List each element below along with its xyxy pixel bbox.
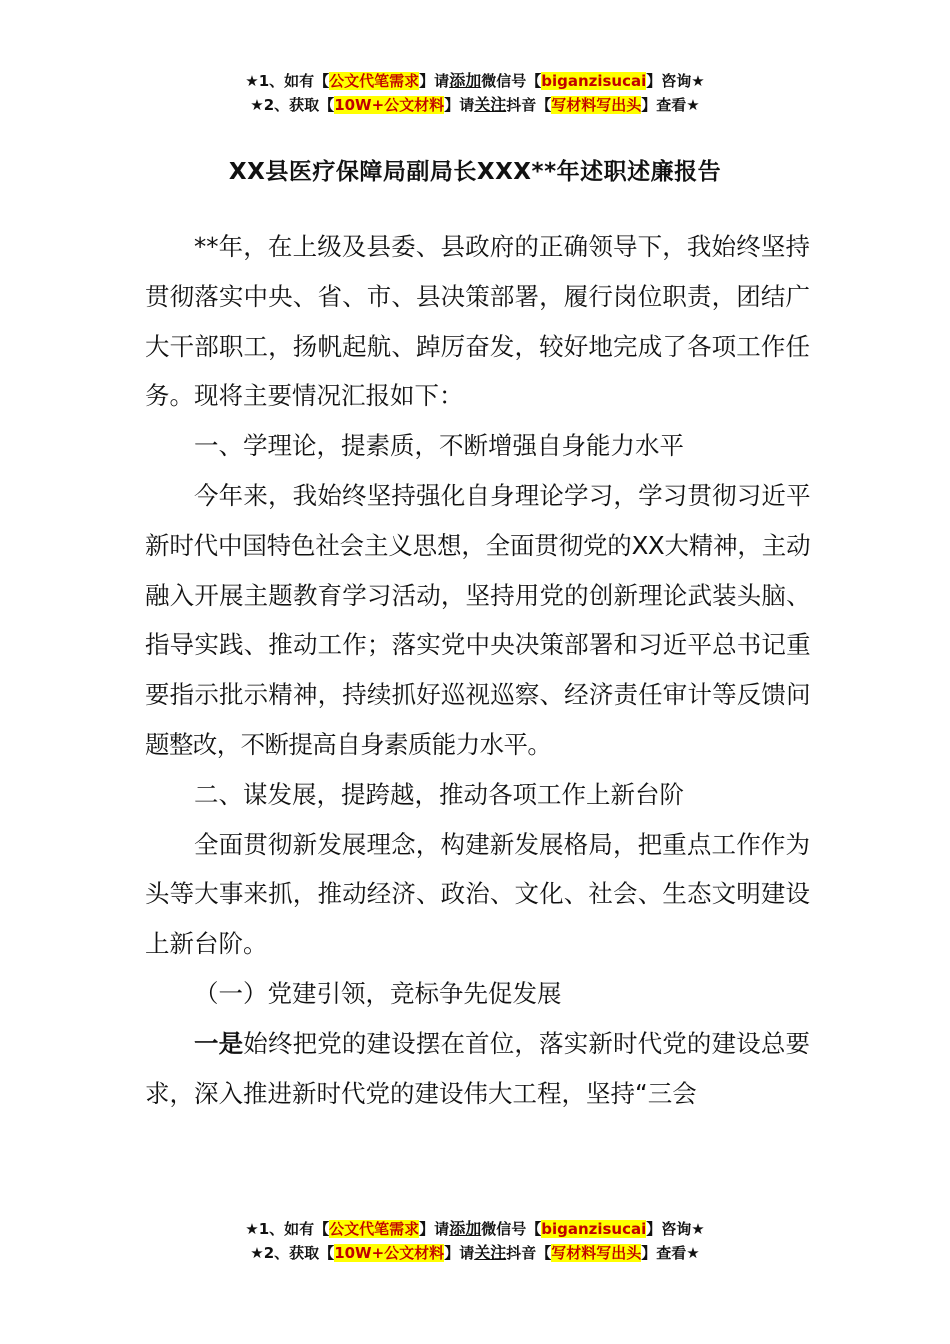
section-heading-2: 二、谋发展，提跨越，推动各项工作上新台阶	[194, 779, 684, 809]
subsection-heading-1: （一）党建引领，竞标争先促发展	[194, 978, 562, 1008]
banner-emphasis: 关注	[474, 1243, 507, 1262]
lead-marker: 一是	[194, 1028, 244, 1058]
banner-text: 抖音【	[506, 96, 552, 114]
banner-line-1	[0, 1217, 950, 1241]
banner-highlight: biganzisucai	[541, 72, 647, 90]
banner-line-2	[0, 1241, 950, 1265]
banner-highlight: 公文代笔需求	[329, 1220, 420, 1238]
banner-text: 抖音【	[506, 1244, 552, 1262]
banner-text: ★2、获取【	[250, 1244, 335, 1262]
banner-highlight: 写材料写出头	[551, 1244, 642, 1262]
banner-text: ★2、获取【	[250, 96, 335, 114]
paragraph-party-building	[145, 1019, 810, 1119]
banner-highlight: 公文代笔需求	[329, 72, 420, 90]
banner-line-1	[0, 69, 950, 93]
banner-line-2	[0, 93, 950, 117]
banner-text: 】请	[419, 1220, 450, 1238]
banner-highlight: biganzisucai	[541, 1220, 647, 1238]
banner-text: 】咨询★	[646, 1220, 705, 1238]
banner-emphasis: 关注	[474, 95, 507, 114]
banner-text: 】请	[444, 96, 475, 114]
banner-highlight: 写材料写出头	[551, 96, 642, 114]
banner-highlight: 10W+公文材料	[334, 1244, 445, 1262]
banner-text: ★1、如有【	[245, 1220, 330, 1238]
banner-emphasis: 添加	[449, 1219, 482, 1238]
banner-text: ★1、如有【	[245, 72, 330, 90]
section-heading-1: 一、学理论，提素质，不断增强自身能力水平	[194, 431, 684, 461]
paragraph-intro: **年，在上级及县委、县政府的正确领导下，我始终坚持贯彻落实中央、省、市、县决策部署，履行岗位职责，团结广大干部职工，扬帆起航、踔厉奋发，较好地完成了各项工作任务。现将主要情况汇报如下：	[145, 232, 810, 411]
header-banner	[0, 69, 950, 117]
banner-text: 】请	[444, 1244, 475, 1262]
banner-text: 微信号【	[481, 72, 542, 90]
document-title: XX县医疗保障局副局长XXX**年述职述廉报告	[228, 159, 722, 185]
document-body	[145, 222, 810, 1118]
footer-banner	[0, 1217, 950, 1265]
paragraph-study: 今年来，我始终坚持强化自身理论学习，学习贯彻习近平新时代中国特色社会主义思想，全面贯彻党的XX大精神，主动融入开展主题教育学习活动，坚持用党的创新理论武装头脑、指导实践、推动工作；落实党中央决策部署和习近平总书记重要指示批示精神，持续抓好巡视巡察、经济责任审计等反馈问题整改，不断提高自身素质能力水平。	[145, 480, 810, 759]
banner-text: 】查看★	[641, 1244, 700, 1262]
banner-text: 微信号【	[481, 1220, 542, 1238]
banner-text: 】请	[419, 72, 450, 90]
banner-emphasis: 添加	[449, 71, 482, 90]
banner-text: 】咨询★	[646, 72, 705, 90]
paragraph-text: 始终把党的建设摆在首位，落实新时代党的建设总要求，深入推进新时代党的建设伟大工程，坚持“三会	[145, 1028, 811, 1108]
paragraph-development: 全面贯彻新发展理念，构建新发展格局，把重点工作作为头等大事来抓，推动经济、政治、文化、社会、生态文明建设上新台阶。	[145, 829, 810, 959]
banner-highlight: 10W+公文材料	[334, 96, 445, 114]
banner-text: 】查看★	[641, 96, 700, 114]
